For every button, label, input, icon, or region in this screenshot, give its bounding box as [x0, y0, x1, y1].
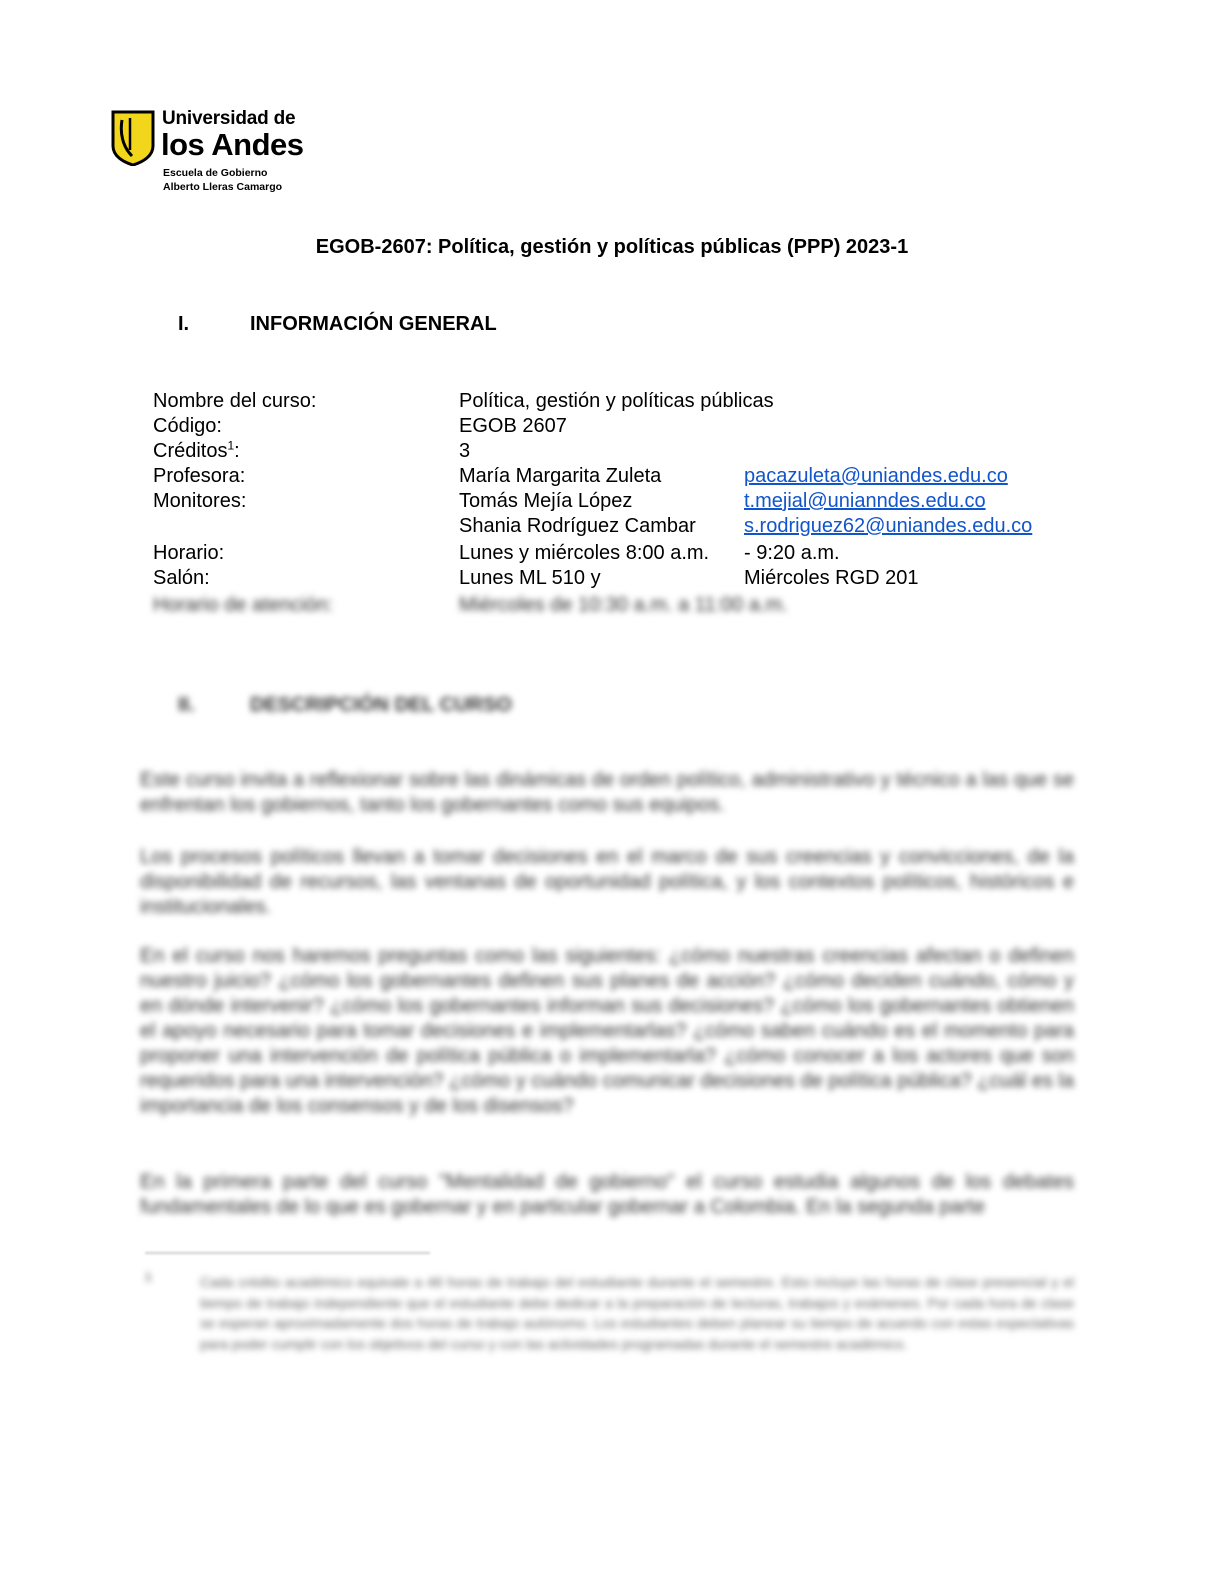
info-value-2: - 9:20 a.m. — [744, 542, 840, 564]
description-paragraph: En el curso nos haremos preguntas como las siguientes: ¿cómo nuestras creencias afectan o definen nuestro juicio? ¿cómo los gobernantes definen sus planes de acción? ¿cómo deciden cuándo, cómo y en dónde intervenir? ¿cómo los gobernantes informan sus decisiones? ¿cómo los gobernantes obtienen el apoyo necesario para tomar decisiones e implementarlas? ¿cómo saben cuándo es el momento para proponer una intervención de política pública o implementarla? ¿cómo conocer a los actores que son requeridos para una intervención? ¿cómo y cuándo comunicar decisiones de política pública? ¿cuál es la importancia de los consensos y de los disensos? — [140, 945, 1074, 1117]
credits-label: Créditos — [153, 440, 228, 462]
info-row-schedule — [0, 540, 1224, 566]
info-row-professor — [0, 463, 1224, 489]
logo-line-2: los Andes — [161, 127, 304, 162]
info-label — [153, 438, 240, 464]
monitor-name: Shania Rodríguez Cambar — [459, 515, 696, 537]
university-shield-icon — [110, 110, 156, 166]
info-value: Lunes ML 510 y — [459, 567, 601, 589]
description-paragraph: Los procesos políticos llevan a tomar decisiones en el marco de sus creencias y convicciones, de la disponibilidad de recursos, las ventanas de oportunidad política, y los contextos políticos, históricos e institucionales. — [140, 846, 1074, 918]
info-row-credits — [0, 438, 1224, 464]
info-row-course-name — [0, 388, 1224, 414]
footnote-mark: 1 — [145, 1270, 152, 1284]
logo-line-3: Escuela de Gobierno — [163, 167, 268, 179]
description-paragraph: Este curso invita a reflexionar sobre las dinámicas de orden político, administrativo y técnico a las que se enfrentan los gobiernos, tanto los gobernantes como sus equipos. — [140, 769, 1074, 816]
section-1-heading: INFORMACIÓN GENERAL — [250, 313, 497, 335]
info-label: Salón: — [153, 567, 210, 589]
info-label: Horario: — [153, 542, 225, 564]
info-value: Miércoles de 10:30 a.m. a 11:00 a.m. — [459, 594, 788, 616]
info-value: Política, gestión y políticas públicas — [459, 390, 774, 412]
section-2-number: II. — [178, 694, 195, 716]
info-label: Código: — [153, 415, 222, 437]
info-row-monitor-1 — [0, 488, 1224, 514]
info-row-office-hours — [0, 592, 1224, 618]
info-value: Lunes y miércoles 8:00 a.m. — [459, 542, 710, 564]
professor-name: María Margarita Zuleta — [459, 465, 662, 487]
monitor-email-link[interactable]: s.rodriguez62@uniandes.edu.co — [744, 515, 1033, 537]
logo-line-1: Universidad de — [162, 108, 296, 129]
section-1-number: I. — [178, 313, 190, 335]
footnote-separator — [145, 1252, 430, 1254]
university-logo — [110, 106, 310, 196]
description-paragraph: En la primera parte del curso "Mentalidad de gobierno" el curso estudia algunos de los debates fundamentales de lo que es gobernar y en particular gobernar a Colombia. En la segunda parte — [140, 1171, 1074, 1218]
info-row-monitor-2 — [0, 513, 1224, 539]
monitor-name: Tomás Mejía López — [459, 490, 633, 512]
monitor-email-link[interactable]: t.mejial@unianndes.edu.co — [744, 490, 986, 512]
info-label: Monitores: — [153, 490, 247, 512]
info-label: Nombre del curso: — [153, 390, 317, 412]
logo-subtitle — [163, 166, 282, 194]
info-row-code — [0, 413, 1224, 439]
professor-email-link[interactable]: pacazuleta@uniandes.edu.co — [744, 465, 1008, 487]
info-label: Profesora: — [153, 465, 246, 487]
info-label: Horario de atención: — [153, 594, 334, 616]
credits-label-suffix: : — [234, 440, 240, 462]
section-2-heading: DESCRIPCIÓN DEL CURSO — [250, 694, 512, 716]
info-value: EGOB 2607 — [459, 415, 567, 437]
logo-line-4: Alberto Lleras Camargo — [163, 181, 283, 193]
document-title: EGOB-2607: Política, gestión y políticas públicas (PPP) 2023-1 — [315, 236, 909, 258]
info-row-room — [0, 565, 1224, 591]
footnote-text: Cada crédito académico equivale a 48 horas de trabajo del estudiante durante el semestre. Esto incluye las horas de clase presencial y el tiempo de trabajo independiente que el estudiante debe dedicar a la preparación de lecturas, trabajos y exámenes. Por cada hora de clase se esperan aproximadamente dos horas de trabajo autónomo. Los estudiantes deben planear su tiempo de acuerdo con estas expectativas para poder cumplir con los objetivos del curso y con las actividades programadas durante el semestre académico. — [200, 1274, 1074, 1352]
footnote-reference[interactable]: 1 — [227, 438, 235, 453]
info-value: 3 — [459, 440, 471, 462]
info-value-2: Miércoles RGD 201 — [744, 567, 919, 589]
